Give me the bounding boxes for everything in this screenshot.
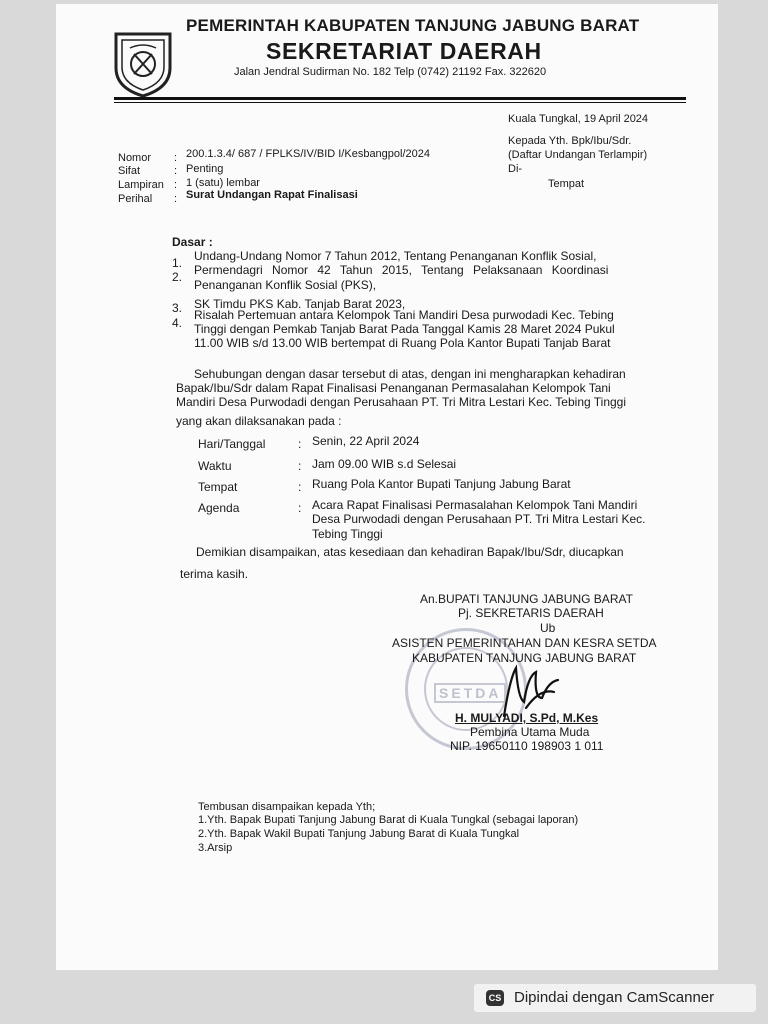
tembusan-heading: Tembusan disampaikan kepada Yth; bbox=[198, 801, 376, 813]
camscanner-badge bbox=[474, 984, 756, 1012]
dasar-item-text: 11.00 WIB s/d 13.00 WIB bertempat di Ruang Pola Kantor Bupati Tanjab Barat bbox=[194, 336, 611, 350]
body-paragraph-line: Bapak/Ibu/Sdr dalam Rapat Finalisasi Penanganan Permasalahan Kelompok Tani bbox=[176, 381, 611, 395]
dasar-item-text: Risalah Pertemuan antara Kelompok Tani Mandiri Desa purwodadi Kec. Tebing bbox=[194, 308, 614, 322]
body-paragraph-line: Mandiri Desa Purwodadi dengan Perusahaan PT. Tri Mitra Lestari Kec. Tebing Tinggi bbox=[176, 395, 627, 409]
letterhead-office: SEKRETARIAT DAERAH bbox=[266, 38, 542, 64]
schedule-label: Hari/Tanggal bbox=[198, 437, 266, 451]
signatory-nip: NIP. 19650110 198903 1 011 bbox=[450, 739, 604, 753]
schedule-value: Senin, 22 April 2024 bbox=[312, 434, 420, 448]
dasar-item-number: 3. bbox=[172, 301, 183, 315]
dasar-item-text: Tinggi dengan Pemkab Tanjab Barat Pada Tanggal Kamis 28 Maret 2024 Pukul bbox=[194, 322, 615, 336]
schedule-colon: : bbox=[298, 501, 302, 515]
camscanner-text: Dipindai dengan CamScanner bbox=[514, 989, 715, 1006]
signature-line: Pj. SEKRETARIS DAERAH bbox=[458, 606, 604, 620]
meta-colon: : bbox=[174, 193, 178, 205]
schedule-colon: : bbox=[298, 437, 302, 451]
dasar-item-text: Penanganan Konflik Sosial (PKS), bbox=[194, 278, 377, 292]
dasar-item-text: Undang-Undang Nomor 7 Tahun 2012, Tentang Penanganan Konflik Sosial, bbox=[194, 249, 597, 263]
schedule-label: Waktu bbox=[198, 459, 232, 473]
meta-colon: : bbox=[174, 152, 178, 164]
meta-colon: : bbox=[174, 179, 178, 191]
schedule-colon: : bbox=[298, 459, 302, 473]
closing-line: terima kasih. bbox=[180, 567, 249, 581]
letter-subject: Surat Undangan Rapat Finalisasi bbox=[186, 189, 358, 201]
addressee-line: Di- bbox=[508, 163, 523, 175]
letterhead-rule-thin bbox=[114, 102, 686, 103]
schedule-value: Desa Purwodadi dengan Perusahaan PT. Tri Mitra Lestari Kec. bbox=[312, 512, 646, 526]
signature-line: ASISTEN PEMERINTAHAN DAN KESRA SETDA bbox=[392, 636, 657, 650]
body-paragraph-line: Sehubungan dengan dasar tersebut di atas, dengan ini mengharapkan kehadiran bbox=[194, 367, 626, 381]
addressee-line: Kepada Yth. Bpk/Ibu/Sdr. bbox=[508, 135, 632, 147]
place-date: Kuala Tungkal, 19 April 2024 bbox=[508, 113, 649, 125]
dasar-item-number: 1. bbox=[172, 256, 183, 270]
letter-nature: Penting bbox=[186, 163, 224, 175]
tembusan-item: 3.Arsip bbox=[198, 842, 233, 854]
dasar-item-text: SK Timdu PKS Kab. Tanjab Barat 2023, bbox=[194, 297, 406, 311]
letterhead-rule-thick bbox=[114, 97, 686, 100]
dasar-heading: Dasar : bbox=[172, 235, 213, 249]
schedule-label: Tempat bbox=[198, 480, 238, 494]
dasar-item-text: Permendagri Nomor 42 Tahun 2015, Tentang Pelaksanaan Koordinasi bbox=[194, 263, 609, 277]
signature-line: KABUPATEN TANJUNG JABUNG BARAT bbox=[412, 651, 637, 665]
letter-attachment: 1 (satu) lembar bbox=[186, 177, 260, 189]
signatory-name: H. MULYADI, S.Pd, M.Kes bbox=[455, 711, 599, 725]
letterhead-address: Jalan Jendral Sudirman No. 182 Telp (0742) 21192 Fax. 322620 bbox=[234, 66, 547, 78]
meta-label: Lampiran bbox=[118, 179, 164, 191]
meta-colon: : bbox=[174, 165, 178, 177]
signature-line: Ub bbox=[540, 621, 556, 635]
schedule-value: Ruang Pola Kantor Bupati Tanjung Jabung Barat bbox=[312, 477, 571, 491]
letterhead-government: PEMERINTAH KABUPATEN TANJUNG JABUNG BARAT bbox=[186, 16, 640, 35]
schedule-value: Jam 09.00 WIB s.d Selesai bbox=[312, 457, 457, 471]
letter-number: 200.1.3.4/ 687 / FPLKS/IV/BID I/Kesbangpol/2024 bbox=[186, 148, 430, 160]
signatory-rank: Pembina Utama Muda bbox=[470, 725, 590, 739]
body-paragraph-line: yang akan dilaksanakan pada : bbox=[176, 414, 342, 428]
signature-line: An.BUPATI TANJUNG JABUNG BARAT bbox=[420, 592, 633, 606]
tembusan-item: 2.Yth. Bapak Wakil Bupati Tanjung Jabung Barat di Kuala Tungkal bbox=[198, 828, 520, 840]
meta-label: Sifat bbox=[118, 165, 141, 177]
meta-label: Nomor bbox=[118, 152, 152, 164]
addressee-line: Tempat bbox=[548, 178, 585, 190]
schedule-label: Agenda bbox=[198, 501, 240, 515]
schedule-value: Acara Rapat Finalisasi Permasalahan Kelompok Tani Mandiri bbox=[312, 498, 638, 512]
dasar-item-number: 4. bbox=[172, 316, 183, 330]
schedule-colon: : bbox=[298, 480, 302, 494]
camscanner-icon: CS bbox=[486, 990, 504, 1006]
stamp-text: SETDA bbox=[434, 683, 506, 703]
closing-line: Demikian disampaikan, atas kesediaan dan kehadiran Bapak/Ibu/Sdr, diucapkan bbox=[196, 545, 624, 559]
addressee-line: (Daftar Undangan Terlampir) bbox=[508, 149, 648, 161]
dasar-item-number: 2. bbox=[172, 270, 183, 284]
tembusan-item: 1.Yth. Bapak Bupati Tanjung Jabung Barat di Kuala Tungkal (sebagai laporan) bbox=[198, 814, 579, 826]
meta-label: Perihal bbox=[118, 193, 153, 205]
regency-emblem-icon bbox=[110, 28, 176, 98]
schedule-value: Tebing Tinggi bbox=[312, 527, 383, 541]
